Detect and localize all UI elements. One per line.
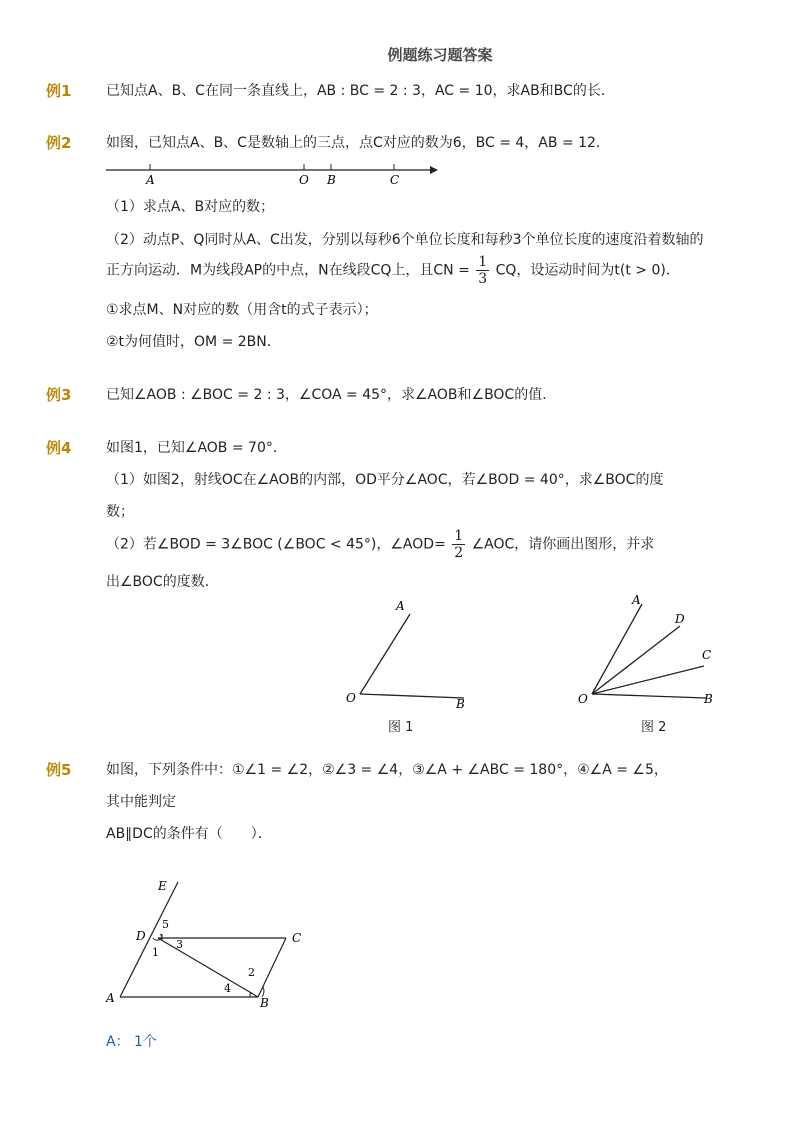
- fig1-label-o: O: [346, 691, 356, 705]
- page-title: 例题练习题答案: [387, 46, 493, 64]
- fraction-one-third: [476, 254, 489, 287]
- point-b-label: B: [327, 173, 336, 187]
- fig2-label-d: D: [675, 612, 685, 626]
- example-4-q2-line2: 出∠BOC的度数．: [106, 574, 219, 590]
- fig2-label-o: O: [578, 692, 588, 706]
- fig1-label-a: A: [396, 599, 405, 613]
- fig5-label-a: A: [106, 991, 115, 1005]
- example-2-q2-part2: ②t为何值时，OM = 2BN．: [106, 334, 281, 350]
- parallelogram-figure: [100, 872, 330, 1017]
- example-2-label: 例2: [46, 134, 72, 152]
- number-line-figure: [100, 158, 450, 188]
- example-2-q2-line1: （2）动点P、Q同时从A、C出发，分别以每秒6个单位长度和每秒3个单位长度的速度沿着数轴的: [106, 232, 704, 248]
- fig2-label-c: C: [702, 648, 712, 662]
- angle-figure-2: [570, 588, 720, 708]
- fraction-numerator: 1: [478, 254, 488, 270]
- example-4-q1-line1: （1）如图2，射线OC在∠AOB的内部，OD平分∠AOC，若∠BOD = 40°，求∠BOC的度: [106, 472, 664, 488]
- example-4-q2-line1: [106, 528, 654, 561]
- answer-option-a[interactable]: A： 1个: [106, 1034, 157, 1050]
- example-2-q1: （1）求点A、B对应的数；: [106, 199, 275, 215]
- example-5-text-2: 其中能判定: [106, 794, 176, 810]
- example-1-label: 例1: [46, 82, 72, 100]
- example-2-q2-line2: [106, 254, 680, 287]
- q2-line2-prefix: 正方向运动．M为线段AP的中点，N在线段CQ上，且CN =: [106, 262, 470, 279]
- example-3-text: 已知∠AOB : ∠BOC = 2 : 3，∠COA = 45°，求∠AOB和∠BOC的值．: [106, 387, 557, 403]
- example-3-label: 例3: [46, 386, 72, 404]
- point-o-label: O: [299, 173, 309, 187]
- example-4-q1-line2: 数；: [106, 504, 134, 520]
- fig5-label-d: D: [136, 929, 146, 943]
- point-a-label: A: [146, 173, 155, 187]
- fig1-label-b: B: [456, 697, 465, 711]
- example-5-label: 例5: [46, 761, 72, 779]
- example-4-label: 例4: [46, 439, 72, 457]
- fig5-label-b: B: [260, 996, 269, 1010]
- fig5-label-e: E: [158, 879, 167, 893]
- fig5-angle-2: 2: [248, 966, 255, 979]
- fig2-label-b: B: [704, 692, 713, 706]
- figure-1-caption: 图 1: [388, 720, 414, 735]
- fig5-angle-1: 1: [152, 946, 159, 959]
- example-2-q2-part1: ①求点M、N对应的数（用含t的式子表示）；: [106, 302, 378, 318]
- q2-suffix: ∠AOC，请你画出图形，并求: [471, 536, 655, 553]
- fig5-label-c: C: [292, 931, 302, 945]
- fig5-angle-4: 4: [224, 982, 231, 995]
- figure-2-caption: 图 2: [641, 720, 667, 735]
- angle-figure-1: [340, 596, 480, 736]
- example-5-text-3: AB∥DC的条件有（ ）．: [106, 826, 272, 842]
- example-5-text: 如图，下列条件中：①∠1 = ∠2，②∠3 = ∠4，③∠A + ∠ABC = 180°，④∠A = ∠5，: [106, 762, 668, 778]
- fig5-angle-5: 5: [162, 918, 169, 931]
- fraction-denominator: 2: [454, 545, 464, 561]
- example-1-text: 已知点A、B、C在同一条直线上，AB : BC = 2 : 3，AC = 10，求AB和BC的长．: [106, 83, 615, 99]
- example-2-text: 如图，已知点A、B、C是数轴上的三点，点C对应的数为6，BC = 4，AB = 12．: [106, 135, 610, 151]
- q2-line2-suffix: CQ，设运动时间为t(t > 0)．: [495, 262, 680, 279]
- fraction-numerator: 1: [454, 528, 464, 544]
- q2-prefix: （2）若∠BOD = 3∠BOC (∠BOC < 45°)，∠AOD=: [106, 536, 446, 553]
- fraction-one-half: [452, 528, 465, 561]
- point-c-label: C: [390, 173, 400, 187]
- example-4-text: 如图1，已知∠AOB = 70°．: [106, 440, 287, 456]
- fig2-label-a: A: [632, 593, 641, 607]
- fraction-denominator: 3: [478, 271, 488, 287]
- fig5-angle-3: 3: [176, 938, 183, 951]
